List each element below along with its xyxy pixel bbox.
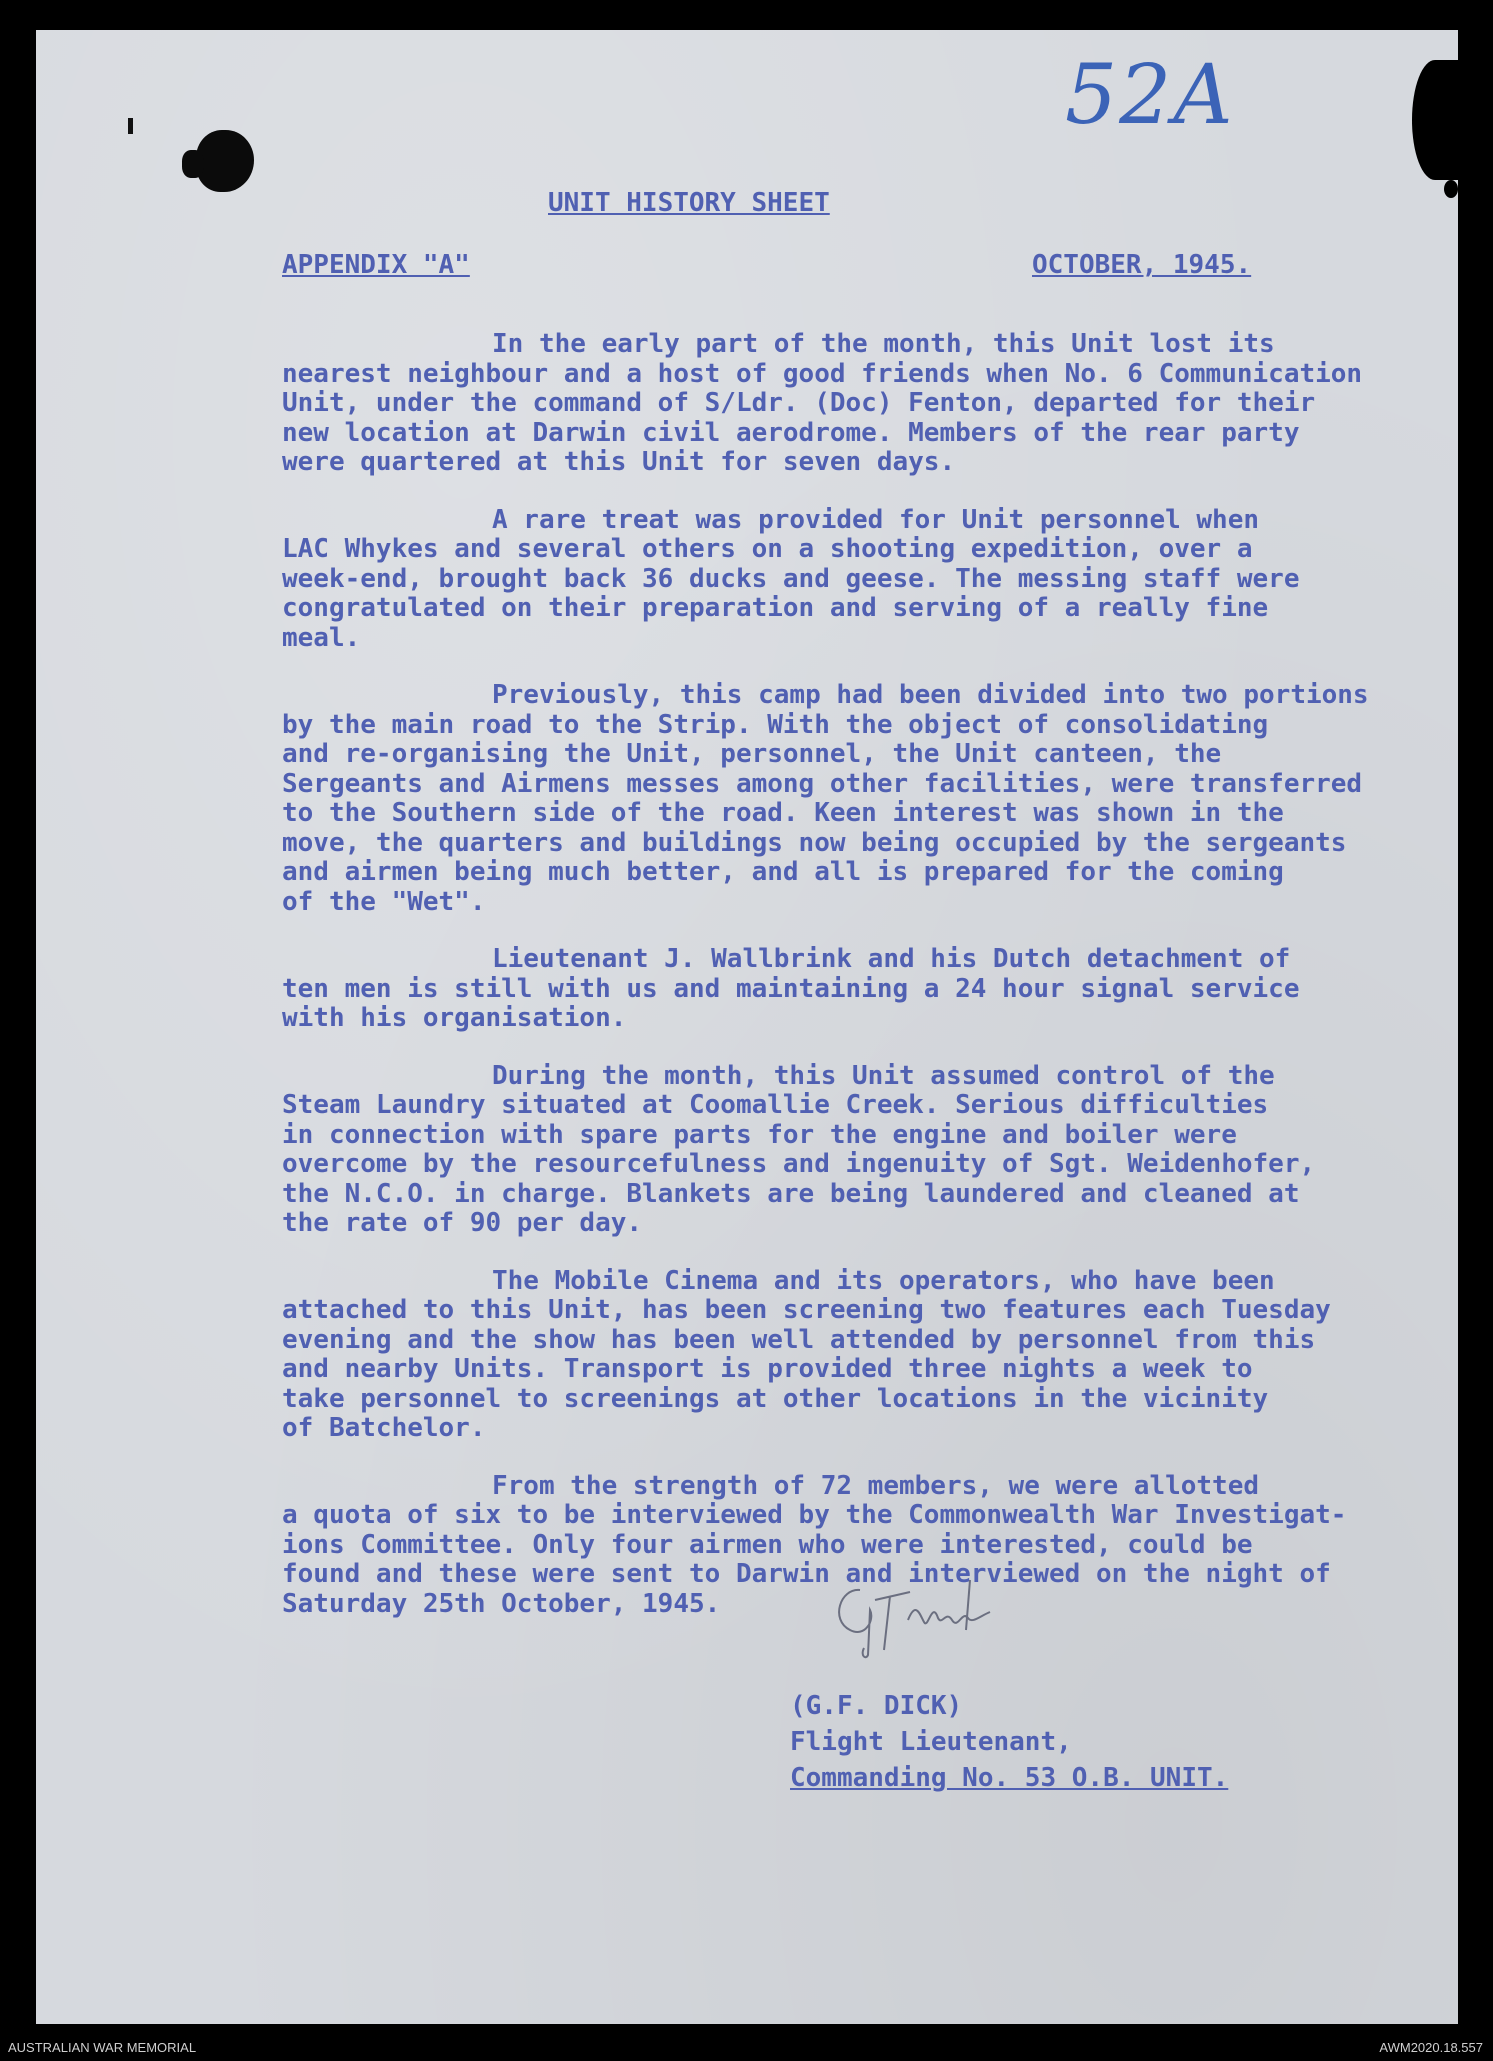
folio-number: 52A	[1065, 48, 1235, 143]
footer-institution: AUSTRALIAN WAR MEMORIAL	[8, 2040, 197, 2055]
paragraph: A rare treat was provided for Unit personnel when LAC Whykes and several others on a shooting expedition, over a week-end, brought back 36 ducks and geese. The messing staff were congratulated on their preparation and serving of a really fine meal.	[282, 504, 1300, 653]
paragraph: In the early part of the month, this Unit lost its nearest neighbour and a host of good friends when No. 6 Communication Unit, under the command of S/Ldr. (Doc) Fenton, departed for their new location at Darwin civil aerodrome. Members of the rear party were quartered at this Unit for seven days.	[282, 329, 1363, 477]
appendix-label: APPENDIX "A"	[282, 250, 470, 280]
signature-block	[790, 1688, 1228, 1796]
signatory-role: Commanding No. 53 O.B. UNIT.	[790, 1763, 1229, 1793]
document-date: OCTOBER, 1945.	[1032, 250, 1252, 280]
document-title: UNIT HISTORY SHEET	[548, 188, 830, 218]
paragraph: During the month, this Unit assumed control of the Steam Laundry situated at Coomallie Creek. Serious difficulties in connection with spare parts for the engine and boiler were overcome by the resourcefulness and ingenuity of Sgt. Weidenhofer, the N.C.O. in charge. Blankets are being laundered and cleaned at the rate of 90 per day.	[282, 1060, 1316, 1238]
signatory-rank: Flight Lieutenant,	[790, 1727, 1072, 1757]
paragraph: Previously, this camp had been divided into two portions by the main road to the Strip. With the object of consolidating and re-organising the Unit, personnel, the Unit canteen, the Sergeants and Airmens messes among other facilities, were transferred to the Southern side of the road. Keen interest was shown in the move, the quarters and buildings now being occupied by the sergeants and airmen being much better, and all is prepared for the coming of the "Wet".	[282, 680, 1369, 917]
paragraph: Lieutenant J. Wallbrink and his Dutch detachment of ten men is still with us and maintaining a 24 hour signal service with his organisation.	[282, 944, 1300, 1033]
paragraph: The Mobile Cinema and its operators, who have been attached to this Unit, has been screening two features each Tuesday evening and the show has been well attended by personnel from this and nearby Units. Transport is provided three nights a week to take personnel to screenings at other locations in the vicinity of Batchelor.	[282, 1265, 1331, 1443]
handwritten-signature	[820, 1560, 1020, 1670]
document-body	[282, 330, 1432, 1647]
archive-footer	[0, 2025, 1493, 2061]
punch-hole-tear	[182, 150, 204, 178]
torn-edge	[1412, 60, 1458, 180]
signatory-name: (G.F. DICK)	[790, 1691, 963, 1721]
footer-accession-number: AWM2020.18.557	[1379, 2040, 1483, 2055]
torn-edge-spot	[1444, 180, 1458, 198]
paragraph: From the strength of 72 members, we were allotted a quota of six to be interviewed by the Commonwealth War Investigat- ions Committee. Only four airmen who were interested, could be found and these were sent to Darwin and interviewed on the night of Saturday 25th October, 1945.	[282, 1470, 1347, 1619]
margin-mark	[128, 118, 133, 134]
punch-hole	[196, 130, 254, 192]
